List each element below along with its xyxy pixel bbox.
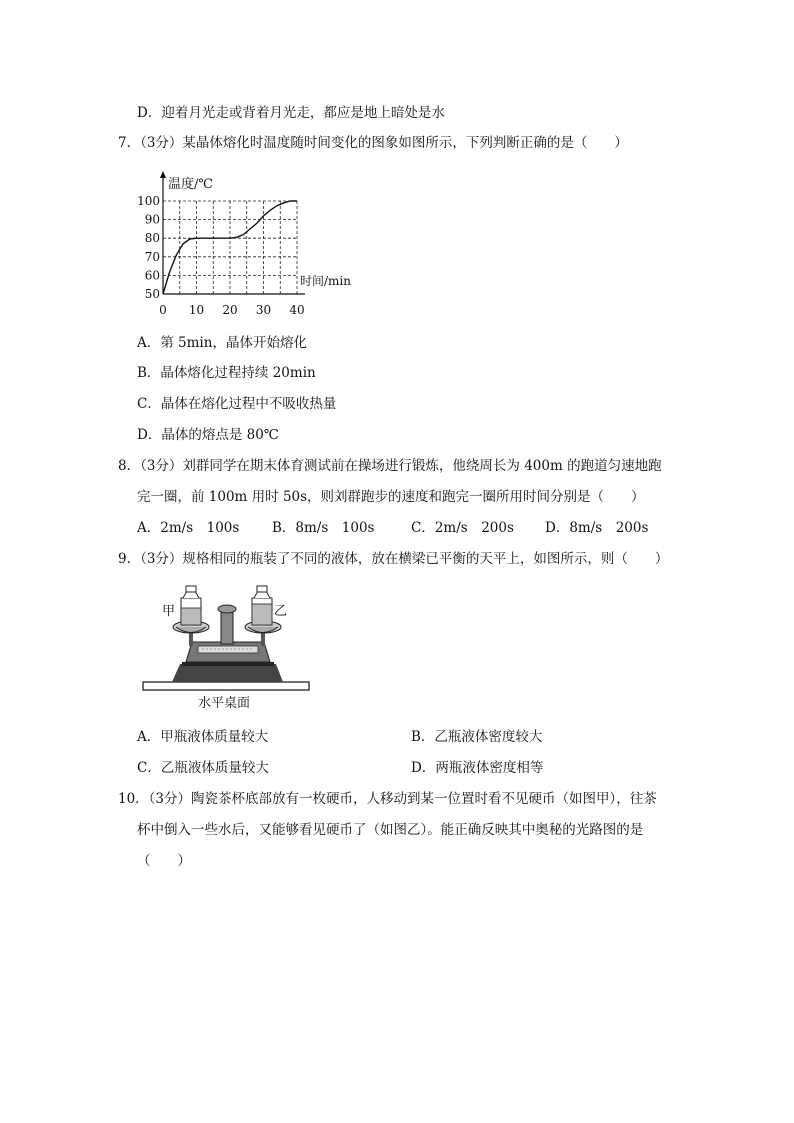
- x-axis-label: 时间/min: [300, 274, 351, 288]
- y-tick-label: 70: [144, 249, 160, 264]
- y-tick-label: 80: [144, 231, 160, 246]
- x-tick-label: 30: [255, 303, 272, 317]
- q9-balance-figure: [140, 580, 315, 715]
- q7-option-d: D．晶体的熔点是 80℃: [137, 427, 279, 443]
- q7-stem: 7．（3分）某晶体熔化时温度随时间变化的图象如图所示，下列判断正确的是（ ）: [118, 135, 628, 151]
- q7-option-a: A．第 5min，晶体开始熔化: [137, 335, 307, 351]
- q7-melting-chart: [137, 168, 370, 318]
- q8-option-d: D．8m/s 200s: [545, 520, 649, 536]
- right-bottle-label: 乙: [274, 604, 288, 619]
- y-axis-arrow: [160, 171, 166, 178]
- q10-stem-line1: 10．（3分）陶瓷茶杯底部放有一枚硬币，人移动到某一位置时看不见硬币（如图甲），往茶: [118, 791, 657, 807]
- q8-stem-line2: 完一圈，前 100m 用时 50s，则刘群跑步的速度和跑完一圈所用时间分别是（ ）: [137, 489, 645, 505]
- q9-option-d: D．两瓶液体密度相等: [411, 760, 544, 776]
- q10-stem-line2: 杯中倒入一些水后，又能够看见硬币了（如图乙）。能正确反映其中奥秘的光路图的是: [137, 822, 644, 838]
- q8-option-a: A．2m/s 100s: [137, 520, 240, 536]
- q7-option-b: B．晶体熔化过程持续 20min: [137, 365, 316, 381]
- y-tick-label: 60: [144, 268, 160, 283]
- table-label: 水平桌面: [198, 696, 251, 711]
- x-tick-label: 0: [159, 303, 167, 317]
- y-tick-label: 100: [137, 194, 160, 208]
- chart-grid: [163, 201, 297, 294]
- q9-option-b: B．乙瓶液体密度较大: [411, 729, 543, 745]
- q9-stem: 9．（3分）规格相同的瓶装了不同的液体，放在横梁已平衡的天平上，如图所示，则（ ）: [118, 551, 669, 567]
- x-tick-label: 10: [188, 303, 205, 317]
- left-bottle-label: 甲: [162, 604, 176, 619]
- x-tick-label: 20: [222, 303, 238, 317]
- y-tick-label: 90: [144, 212, 160, 227]
- q10-stem-line3: （ ）: [137, 853, 191, 869]
- y-tick-label: 50: [144, 287, 160, 301]
- y-axis-label: 温度/℃: [168, 177, 213, 192]
- q8-option-b: B．8m/s 100s: [272, 520, 375, 536]
- q9-option-c: C．乙瓶液体质量较大: [137, 760, 269, 776]
- q8-option-c: C．2m/s 200s: [411, 520, 514, 536]
- q8-stem-line1: 8．（3分）刘群同学在期末体育测试前在操场进行锻炼，他绕周长为 400m 的跑道匀速地跑: [118, 458, 662, 474]
- q7-option-c: C．晶体在熔化过程中不吸收热量: [137, 396, 337, 412]
- q9-option-a: A．甲瓶液体质量较大: [137, 729, 269, 745]
- q6-option-d: D．迎着月光走或背着月光走，都应是地上暗处是水: [137, 105, 445, 121]
- chart-tick-labels: [137, 194, 305, 317]
- x-tick-label: 40: [289, 303, 305, 317]
